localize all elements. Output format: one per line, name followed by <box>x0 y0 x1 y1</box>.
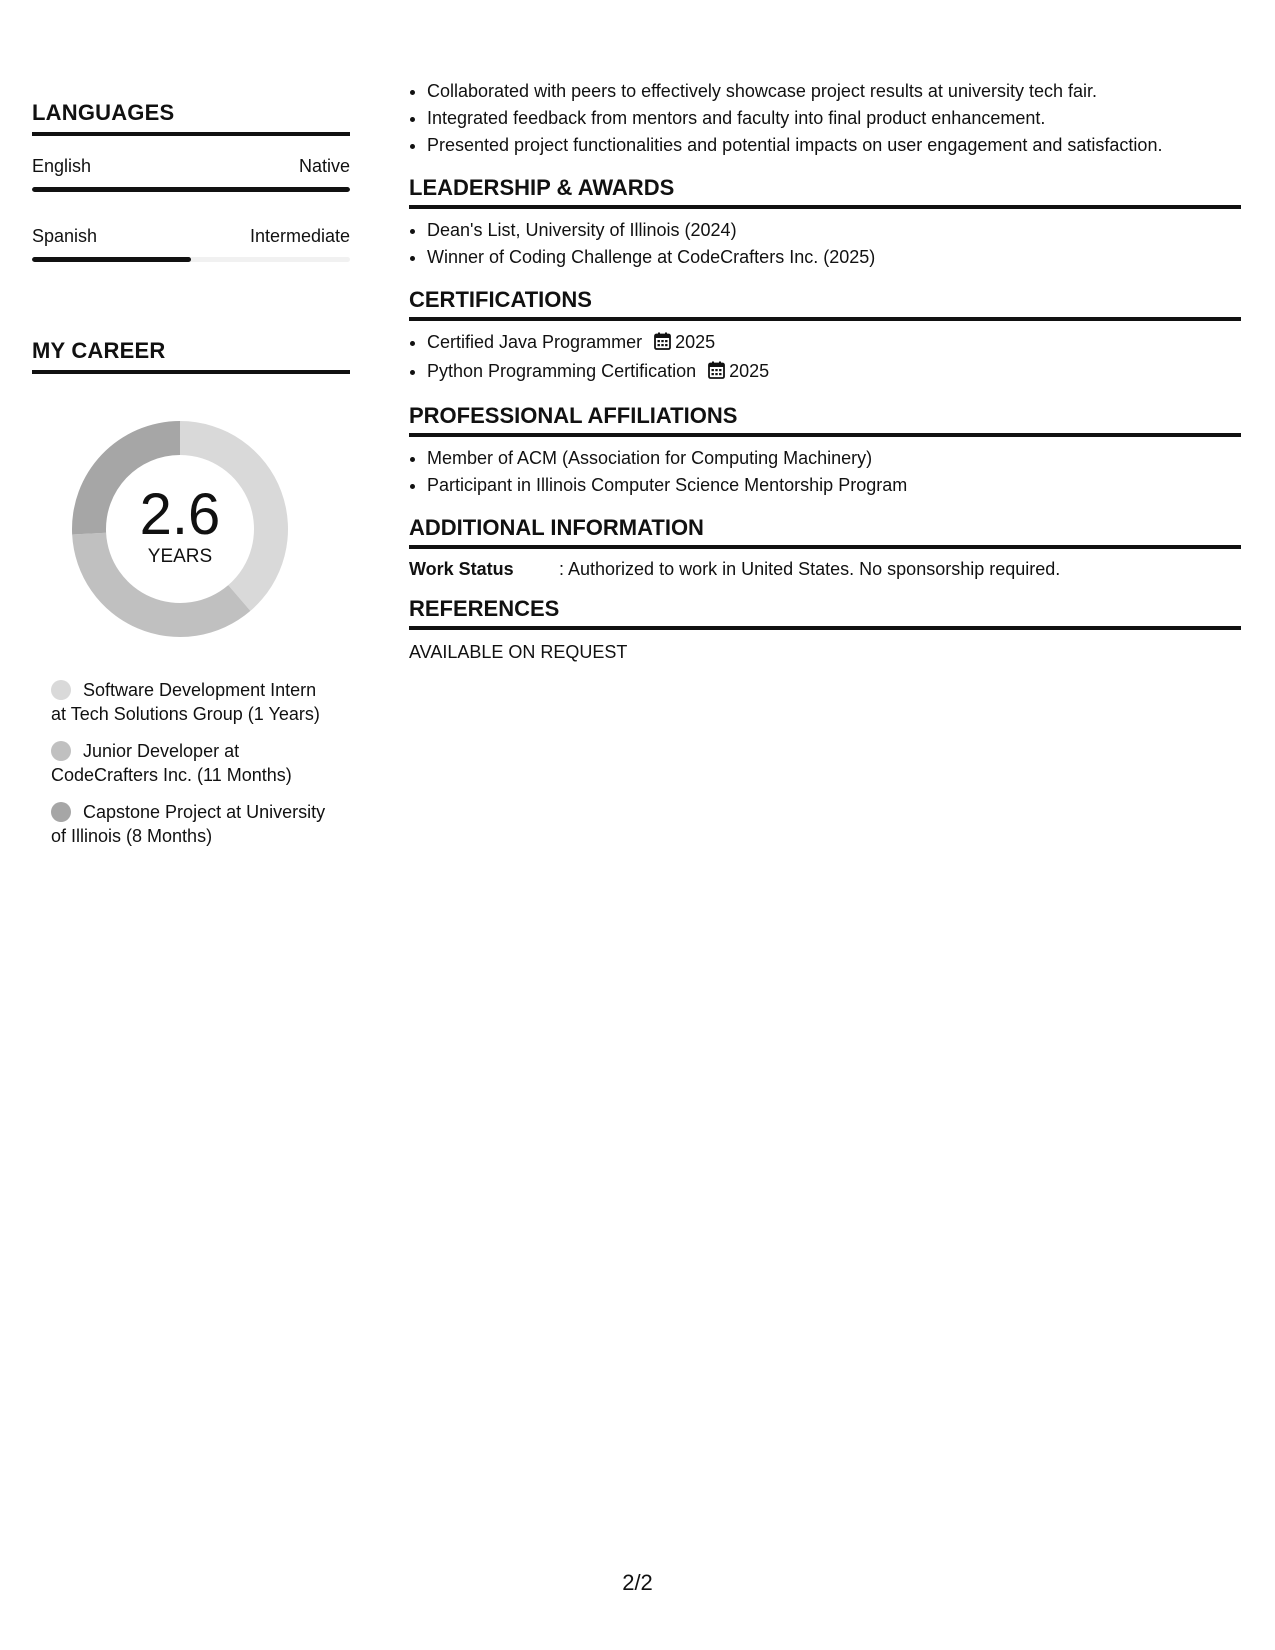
career-heading: MY CAREER <box>32 338 350 374</box>
legend-item <box>51 678 333 726</box>
language-proficiency-fill <box>32 187 350 192</box>
leadership-heading: LEADERSHIP & AWARDS <box>409 175 1241 209</box>
career-total-unit: YEARS <box>147 546 213 567</box>
language-proficiency-bar <box>32 187 350 192</box>
sidebar <box>32 100 350 861</box>
list-item: • Member of ACM (Association for Computing Machinery) <box>427 445 1241 472</box>
additional-info-heading: ADDITIONAL INFORMATION <box>409 515 1241 549</box>
list-item: • Presented project functionalities and potential impacts on user engagement and satisfaction. <box>427 132 1241 159</box>
legend-label: Capstone Project at University of Illinois (8 Months) <box>51 802 326 846</box>
leadership-list <box>409 217 1241 271</box>
language-name: English <box>32 156 92 176</box>
legend-item <box>51 800 333 848</box>
list-item <box>427 358 1241 387</box>
language-item <box>32 156 350 192</box>
certification-year: 2025 <box>729 361 770 381</box>
work-status-row <box>409 559 1241 580</box>
affiliations-list <box>409 445 1241 499</box>
main-content <box>409 78 1241 663</box>
language-name: Spanish <box>32 226 98 246</box>
certification-year: 2025 <box>675 332 716 352</box>
donut-center <box>65 414 295 644</box>
languages-heading: LANGUAGES <box>32 100 350 136</box>
list-item: • Participant in Illinois Computer Science Mentorship Program <box>427 472 1241 499</box>
references-heading: REFERENCES <box>409 596 1241 630</box>
language-proficiency-fill <box>32 257 191 262</box>
certifications-list <box>409 329 1241 387</box>
legend-dot <box>51 680 71 700</box>
page-number: 2/2 <box>622 1570 653 1595</box>
language-level: Intermediate <box>249 226 350 246</box>
career-donut-chart <box>65 414 295 644</box>
calendar-icon <box>708 360 725 387</box>
list-item: • Dean's List, University of Illinois (2024) <box>427 217 1241 244</box>
career-legend <box>51 678 333 848</box>
language-item <box>32 226 350 262</box>
career-total-value: 2.6 <box>139 482 221 547</box>
certification-name: Certified Java Programmer <box>427 332 643 352</box>
references-text: AVAILABLE ON REQUEST <box>409 642 628 662</box>
work-status-value: : Authorized to work in United States. No sponsorship required. <box>559 559 1061 579</box>
affiliations-heading: PROFESSIONAL AFFILIATIONS <box>409 403 1241 437</box>
certifications-heading: CERTIFICATIONS <box>409 287 1241 321</box>
language-level: Native <box>298 156 350 176</box>
certification-name: Python Programming Certification <box>427 361 697 381</box>
work-status-label: Work Status <box>409 559 514 579</box>
legend-label: Software Development Intern at Tech Solutions Group (1 Years) <box>51 680 320 724</box>
project-bullets <box>409 78 1241 159</box>
legend-label: Junior Developer at CodeCrafters Inc. (11 Months) <box>51 741 292 785</box>
list-item: • Integrated feedback from mentors and faculty into final product enhancement. <box>427 105 1241 132</box>
language-proficiency-bar <box>32 257 350 262</box>
list-item: • Winner of Coding Challenge at CodeCrafters Inc. (2025) <box>427 244 1241 271</box>
list-item <box>427 329 1241 358</box>
legend-dot <box>51 802 71 822</box>
calendar-icon <box>654 331 671 358</box>
legend-dot <box>51 741 71 761</box>
list-item: • Collaborated with peers to effectively showcase project results at university tech fair. <box>427 78 1241 105</box>
legend-item <box>51 739 333 787</box>
